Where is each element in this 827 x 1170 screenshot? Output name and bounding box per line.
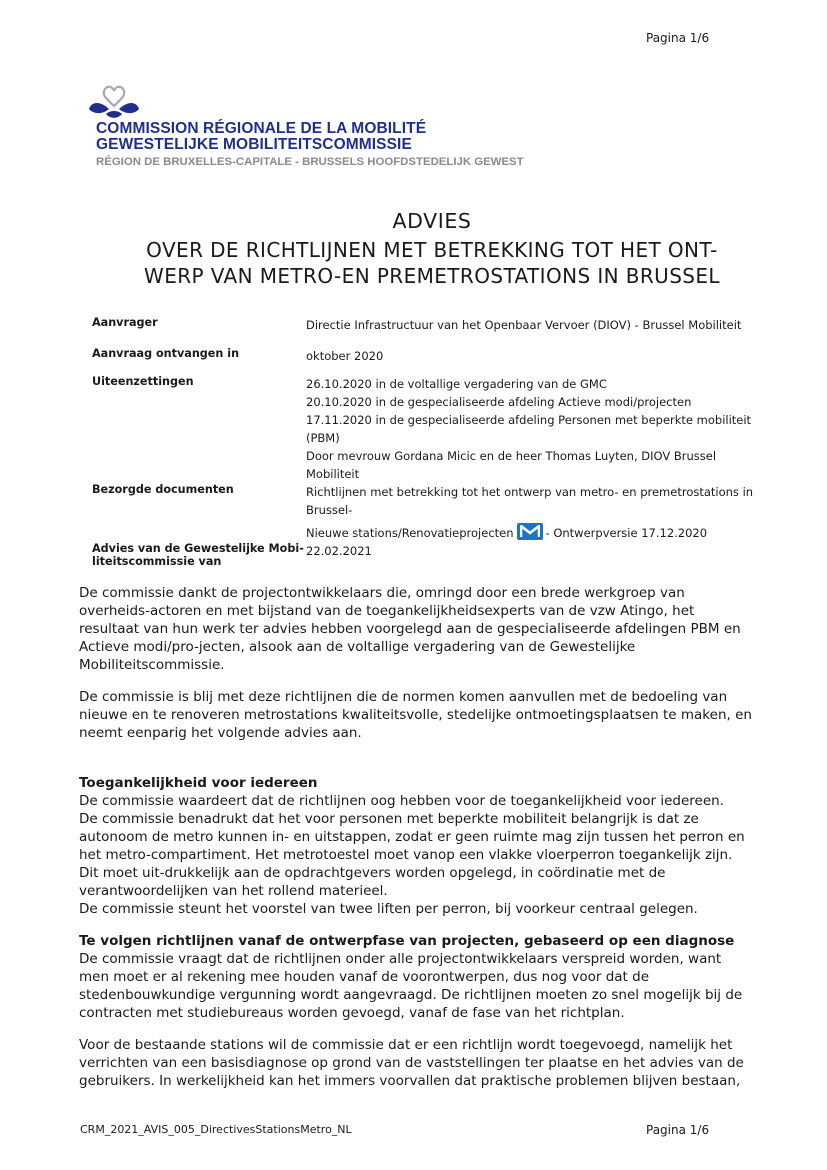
document-title: ADVIES — [392, 209, 472, 233]
meta-value: oktober 2020 — [306, 349, 384, 363]
paragraph: De commissie is blij met deze richtlijnen die de normen komen aanvullen met de bedoeling van nieuwe en te renoveren metrostations kwaliteitsvolle, stedelijke ontmoetingsplaatsen te maken, en neemt eenparig het volgende advies aan. — [79, 689, 752, 741]
paragraph: Voor de bestaande stations wil de commissie dat er een richtlijn wordt toegevoegd, namelijk het verrichten van een basisdiagnose op grond van de vaststellingen ter plaatse en het advies van de gebruikers. In werkelijkheid kan het immers voorvallen dat praktische problemen blijven bestaan, — [79, 1037, 744, 1089]
meta-line: 26.10.2020 in de voltallige vergadering van de GMC — [306, 377, 607, 391]
documents-prefix: Nieuwe stations/Renovatieprojecten — [306, 526, 514, 540]
meta-label — [92, 542, 306, 568]
meta-label-line: Advies van de Gewestelijke Mobi- — [92, 542, 304, 555]
meta-value — [306, 483, 772, 542]
footer-page-number: Pagina 1/6 — [646, 1123, 710, 1137]
meta-label: Aanvrager — [92, 316, 158, 329]
meta-value — [306, 375, 772, 483]
meta-row-uiteenzettingen — [92, 375, 772, 483]
meta-label: Uiteenzettingen — [92, 375, 194, 388]
meta-label-line: liteitscommissie van — [92, 555, 222, 568]
meta-value: Directie Infrastructuur van het Openbaar Vervoer (DIOV) - Brussel Mobiliteit — [306, 318, 742, 332]
meta-row-advies — [92, 542, 772, 568]
paragraph: De commissie dankt de projectontwikkelaars die, omringd door een brede werkgroep van overheids-actoren en met bijstand van de toegankelijkheidsexperts van de vzw Atingo, het resultaat van hun werk ter advies hebben voorgelegd aan de gespecialiseerde afdelingen PBM en Actieve modi/pro-jecten, alsook aan de voltallige vergadering van de Gewestelijke Mobiliteitscommissie. — [79, 585, 741, 673]
paragraph: De commissie waardeert dat de richtlijnen oog hebben voor de toegankelijkheid voor iedereen. — [79, 793, 724, 809]
meta-line: Door mevrouw Gordana Micic en de heer Thomas Luyten, DIOV Brussel Mobiliteit — [306, 449, 717, 481]
meta-value: 22.02.2021 — [306, 544, 372, 558]
meta-line: 20.10.2020 in de gespecialiseerde afdeling Actieve modi/projecten — [306, 395, 692, 409]
section-heading: Te volgen richtlijnen vanaf de ontwerpfase van projecten, gebaseerd op een diagnose — [79, 933, 735, 949]
organization-name-fr: COMMISSION RÉGIONALE DE LA MOBILITÉ — [96, 120, 427, 137]
meta-line: 17.11.2020 in de gespecialiseerde afdeling Personen met beperkte mobiliteit (PBM) — [306, 413, 752, 445]
paragraph: De commissie benadrukt dat het voor personen met beperkte mobiliteit belangrijk is dat ze autonoom de metro kunnen in- en uitstappen, zodat er geen ruimte mag zijn tussen het perron en het metro-compartiment. Het metrotoestel moet vanop een vlakke vloerperron toegankelijk zijn. Dit moet uit-drukkelijk aan de opdrachtgevers worden opgelegd, in coördinatie met de verantwoordelijken van het rollend materieel. — [79, 811, 745, 899]
meta-label: Bezorgde documenten — [92, 483, 234, 496]
paragraph: De commissie steunt het voorstel van twee liften per perron, bij voorkeur centraal gelegen. — [79, 901, 698, 917]
footer-filename: CRM_2021_AVIS_005_DirectivesStationsMetro_NL — [80, 1123, 352, 1136]
meta-line — [306, 523, 772, 542]
subtitle-line-2: WERP VAN METRO-EN PREMETROSTATIONS IN BRUSSEL — [144, 264, 720, 288]
paragraph: De commissie vraagt dat de richtlijnen onder alle projectontwikkelaars verspreid worden, want men moet er al rekening mee houden vanaf de voorontwerpen, dus nog voor dat de stedenbouwkundige vergunning wordt aangevraagd. De richtlijnen moeten zo snel mogelijk bij de contracten met studiebureaus worden gevoegd, vanaf de fase van het richtplan. — [79, 951, 743, 1021]
meta-label: Aanvraag ontvangen in — [92, 347, 240, 360]
document-subtitle — [90, 237, 774, 289]
organization-name-nl: GEWESTELIJKE MOBILITEITSCOMMISSIE — [96, 136, 412, 153]
meta-line: Richtlijnen met betrekking tot het ontwerp van metro- en premetrostations in Brussel- — [306, 485, 754, 517]
meta-row-aanvrager — [92, 316, 772, 347]
metro-m-logo-icon — [517, 523, 543, 540]
organization-region: RÉGION DE BRUXELLES-CAPITALE - BRUSSELS HOOFDSTEDELIJK GEWEST — [96, 156, 524, 168]
meta-row-ontvangen — [92, 347, 772, 375]
meta-row-documenten — [92, 483, 772, 542]
subtitle-line-1: OVER DE RICHTLIJNEN MET BETREKKING TOT HET ONT- — [146, 238, 718, 262]
documents-suffix: - Ontwerpversie 17.12.2020 — [545, 526, 708, 540]
organization-block — [96, 121, 524, 171]
header-page-number: Pagina 1/6 — [646, 31, 710, 45]
heart-logo-icon — [88, 84, 140, 122]
metadata-table — [92, 316, 772, 568]
body-text — [79, 584, 753, 1090]
section-heading: Toegankelijkheid voor iedereen — [79, 775, 318, 791]
